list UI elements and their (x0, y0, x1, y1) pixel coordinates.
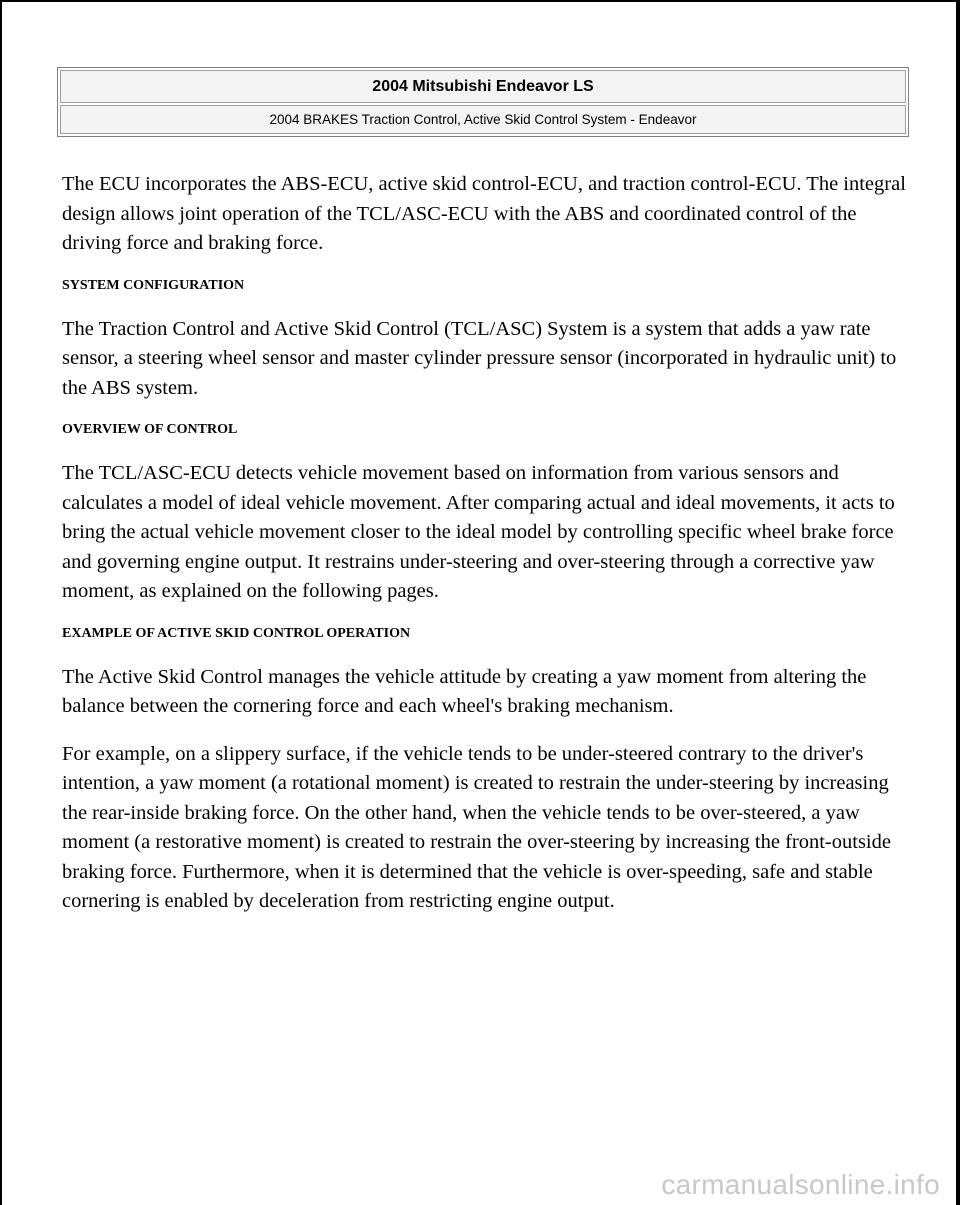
example-paragraph-2: For example, on a slippery surface, if the vehicle tends to be under-steered contrary to the driver's intention, a yaw moment (a rotational moment) is created to restrain the under-steering by increasing the rear-inside braking force. On the other hand, when the vehicle tends to be over-steered, a yaw moment (a restorative moment) is created to restrain the over-steering by increasing the front-outside braking force. Furthermore, when it is determined that the vehicle is over-speeding, safe and stable cornering is enabled by deceleration from restricting engine output. (62, 742, 891, 912)
watermark: carmanualsonline.info (661, 1169, 940, 1200)
header-subtitle: 2004 BRAKES Traction Control, Active Skid Control System - Endeavor (60, 105, 906, 134)
example-paragraph-1: The Active Skid Control manages the vehicle attitude by creating a yaw moment from altering the balance between the cornering force and each wheel's braking mechanism. (62, 665, 867, 717)
overview-paragraph: The TCL/ASC-ECU detects vehicle movement based on information from various sensors and calculates a model of ideal vehicle movement. After comparing actual and ideal movements, it acts to bring the actual vehicle movement closer to the ideal model by controlling specific wheel brake force and governing engine output. It restrains under-steering and over-steering through a corrective yaw moment, as explained on the following pages. (62, 462, 895, 602)
system-configuration-paragraph: The Traction Control and Active Skid Control (TCL/ASC) System is a system that adds a yaw rate sensor, a steering wheel sensor and master cylinder pressure sensor (incorporated in hydraulic unit) to the ABS system. (62, 317, 897, 399)
document-header (57, 67, 909, 137)
section-heading-example-operation: EXAMPLE OF ACTIVE SKID CONTROL OPERATION (62, 625, 411, 641)
intro-paragraph: The ECU incorporates the ABS-ECU, active skid control-ECU, and traction control-ECU. The integral design allows joint operation of the TCL/ASC-ECU with the ABS and coordinated control of the driving force and braking force. (62, 173, 906, 254)
header-title: 2004 Mitsubishi Endeavor LS (60, 70, 906, 103)
section-heading-overview-of-control: OVERVIEW OF CONTROL (62, 422, 238, 437)
section-heading-system-configuration: SYSTEM CONFIGURATION (62, 277, 245, 293)
document-body (62, 170, 914, 935)
